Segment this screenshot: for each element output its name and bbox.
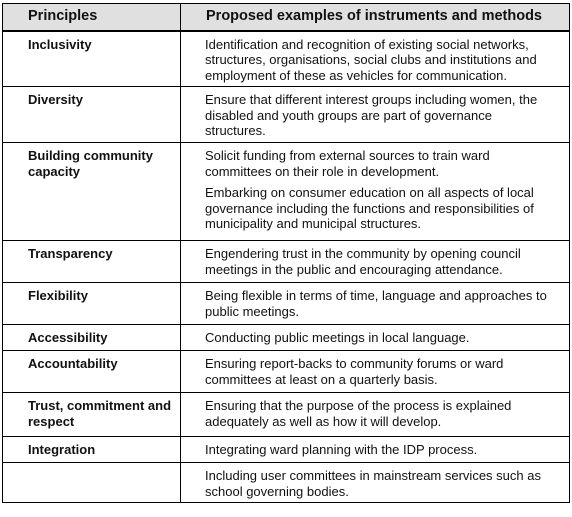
principle-cell: Accessibility [3,325,181,351]
header-row [3,4,570,31]
examples-column-header: Proposed examples of instruments and methods [181,4,570,31]
example-cell [181,351,570,393]
example-cell [181,241,570,283]
table-row [3,437,570,463]
example-text: Integrating ward planning with the IDP process. [205,442,478,457]
example-cell [181,143,570,241]
principle-cell: Integration [3,437,181,463]
table-row [3,351,570,393]
principle-cell: Transparency [3,241,181,283]
principles-column-header: Principles [3,4,181,31]
principle-cell [3,463,181,503]
principle-cell: Trust, commitment and respect [3,393,181,437]
table-row [3,31,570,87]
example-text: Ensuring report-backs to community forums or ward committees at least on a quarterly basis. [205,356,504,387]
example-cell [181,87,570,143]
example-cell [181,463,570,503]
principle-cell: Accountability [3,351,181,393]
principle-cell: Building community capacity [3,143,181,241]
table-row [3,463,570,503]
example-cell [181,393,570,437]
example-text: Solicit funding from external sources to train ward committees on their role in development. [205,148,490,179]
example-cell [181,437,570,463]
example-text: Being flexible in terms of time, language and approaches to public meetings. [205,288,547,319]
example-text: Embarking on consumer education on all aspects of local governance including the functions and responsibilities of municipality and municipal structures. [205,185,534,231]
example-text: Ensuring that the purpose of the process is explained adequately as well as how it will develop. [205,398,512,429]
example-text: Conducting public meetings in local language. [205,330,470,345]
table-header [3,4,570,31]
example-text: Including user committees in mainstream services such as school governing bodies. [205,468,541,499]
example-text: Engendering trust in the community by opening council meetings in the public and encouraging attendance. [205,246,521,277]
table-row [3,325,570,351]
table-row [3,241,570,283]
table-row [3,393,570,437]
example-cell [181,31,570,87]
principles-table [2,3,570,503]
example-text: Ensure that different interest groups including women, the disabled and youth groups are part of governance structures. [205,92,538,138]
principle-cell: Diversity [3,87,181,143]
table-row [3,143,570,241]
table-row [3,283,570,325]
example-cell [181,325,570,351]
example-cell [181,283,570,325]
principle-cell: Inclusivity [3,31,181,87]
table-row [3,87,570,143]
table-body [3,31,570,503]
principle-cell: Flexibility [3,283,181,325]
example-text: Identification and recognition of existing social networks, structures, organisations, social clubs and institutions and employment of these as vehicles for communication. [205,36,537,83]
